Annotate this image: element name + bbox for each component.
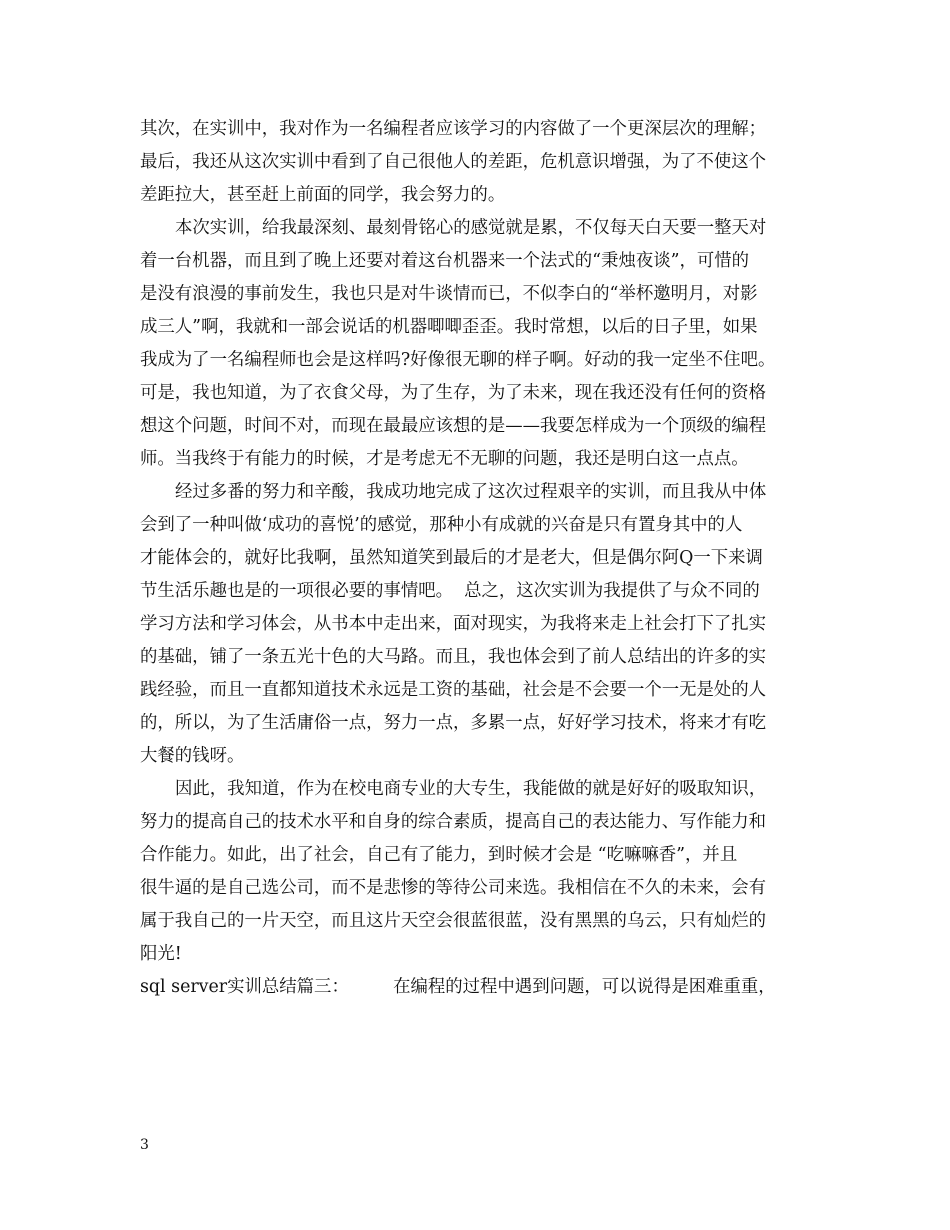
text-line: 阳光!: [140, 944, 182, 964]
text-line: 的基础，铺了一条五光十色的大马路。而且，我也体会到了前人总结出的许多的实: [140, 647, 767, 667]
text-line: 节生活乐趣也是的一项很必要的事情吧。 总之，这次实训为我提供了与众不同的: [140, 581, 760, 601]
text-line: 大餐的钱呀。: [140, 746, 245, 766]
text-line: 师。当我终于有能力的时候，才是考虑无不无聊的问题，我还是明白这一点点。: [140, 449, 749, 469]
text-line: 会到了一种叫做‘成功的喜悦’的感觉，那种小有成就的兴奋是只有置身其中的人: [140, 515, 743, 535]
paragraph-first-line: 因此，我知道，作为在校电商专业的大专生，我能做的就是好好的吸取知识，: [175, 779, 767, 799]
text-line: 才能体会的，就好比我啊，虽然知道笑到最后的才是老大，但是偶尔阿Q一下来调: [140, 548, 763, 568]
section-heading-line: sql server实训总结篇三： 在编程的过程中遇到问题，可以说得是困难重重，: [140, 977, 776, 997]
text-line: 很牛逼的是自己选公司，而不是悲惨的等待公司来选。我相信在不久的未来，会有: [140, 878, 767, 898]
text-line: 成三人”啊，我就和一部会说话的机器唧唧歪歪。我时常想，以后的日子里，如果: [140, 317, 758, 337]
text-line: 最后，我还从这次实训中看到了自己很他人的差距，危机意识增强，为了不使这个: [140, 152, 767, 172]
text-line: 是没有浪漫的事前发生，我也只是对牛谈情而已，不似李白的“举杯邀明月，对影: [140, 284, 758, 304]
page-number: 3: [140, 1137, 149, 1153]
text-line: 努力的提高自己的技术水平和自身的综合素质，提高自己的表达能力、写作能力和: [140, 812, 767, 832]
text-line: 属于我自己的一片天空，而且这片天空会很蓝很蓝，没有黑黑的乌云，只有灿烂的: [140, 911, 767, 931]
text-line: 其次，在实训中，我对作为一名编程者应该学习的内容做了一个更深层次的理解；: [140, 119, 767, 139]
text-line: 想这个问题，时间不对，而现在最最应该想的是——我要怎样成为一个顶级的编程: [140, 416, 767, 436]
text-line: 学习方法和学习体会，从书本中走出来，面对现实，为我将来走上社会打下了扎实: [140, 614, 767, 634]
text-line: 践经验，而且一直都知道技术永远是工资的基础，社会是不会要一个一无是处的人: [140, 680, 767, 700]
paragraph-first-line: 经过多番的努力和辛酸，我成功地完成了这次过程艰辛的实训，而且我从中体: [175, 482, 767, 502]
text-line: 差距拉大，甚至赶上前面的同学，我会努力的。: [140, 185, 506, 205]
paragraph-first-line: 本次实训，给我最深刻、最刻骨铭心的感觉就是累，不仅每天白天要一整天对: [175, 218, 767, 238]
text-line: 的，所以，为了生活庸俗一点，努力一点，多累一点，好好学习技术，将来才有吃: [140, 713, 767, 733]
text-line: 可是，我也知道，为了衣食父母，为了生存，为了未来，现在我还没有任何的资格: [140, 383, 767, 403]
text-line: 我成为了一名编程师也会是这样吗?好像很无聊的样子啊。好动的我一定坐不住吧。: [140, 350, 776, 370]
text-line: 合作能力。如此，出了社会，自己有了能力，到时候才会是 “吃嘛嘛香”，并且: [140, 845, 738, 865]
text-line: 着一台机器，而且到了晚上还要对着这台机器来一个法式的“秉烛夜谈”，可惜的: [140, 251, 750, 271]
